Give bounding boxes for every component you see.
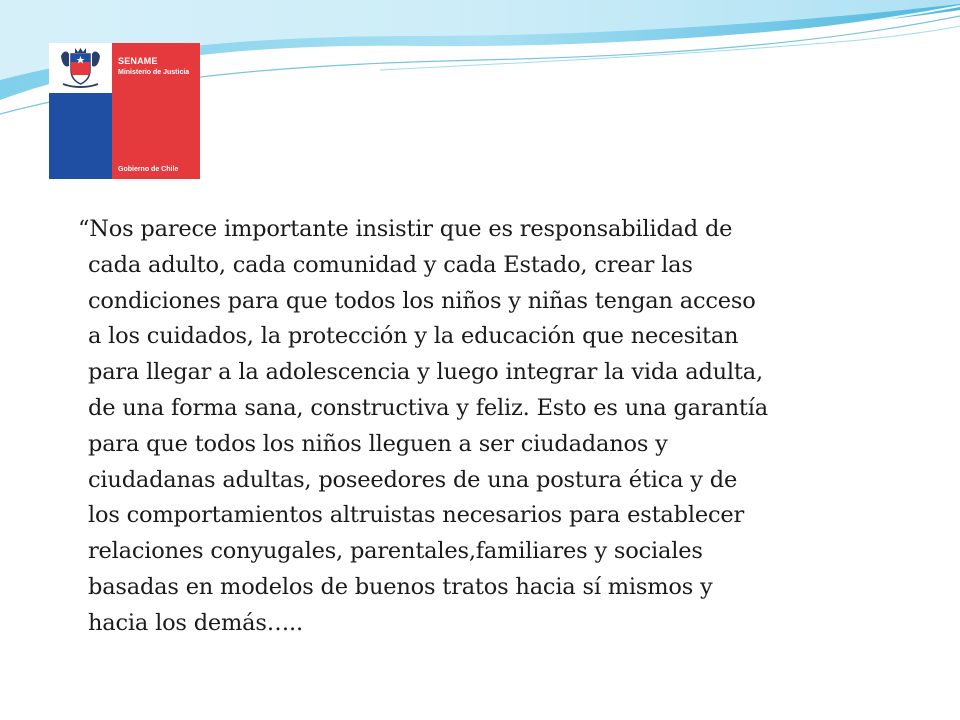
logo-blue-panel bbox=[49, 43, 112, 179]
logo-brand-name: SENAME bbox=[118, 56, 158, 66]
quote-paragraph: “Nos parece importante insistir que es responsabilidad de cada adulto, cada comunidad y cada Estado, crear las condiciones para que todos los niños y niñas tengan acceso a los cuidados, la protección y la educación que necesitan para llegar a la adolescencia y luego integrar la vida adulta, de una forma sana, constructiva y feliz. Esto es una garantía para que todos los niños lleguen a ser ciudadanos y ciudadanas adultas, poseedores de una postura ética y de los comportamientos altruistas necesarios para establecer relaciones conyugales, parentales,familiares y sociales basadas en modelos de buenos tratos hacia sí mismos y hacia los demás….. bbox=[78, 216, 768, 636]
coat-of-arms-icon bbox=[53, 48, 108, 90]
logo-ministry: Ministerio de Justicia bbox=[118, 69, 190, 76]
sename-logo bbox=[49, 43, 200, 179]
logo-red-panel bbox=[112, 43, 200, 179]
logo-government: Gobierno de Chile bbox=[118, 166, 179, 173]
